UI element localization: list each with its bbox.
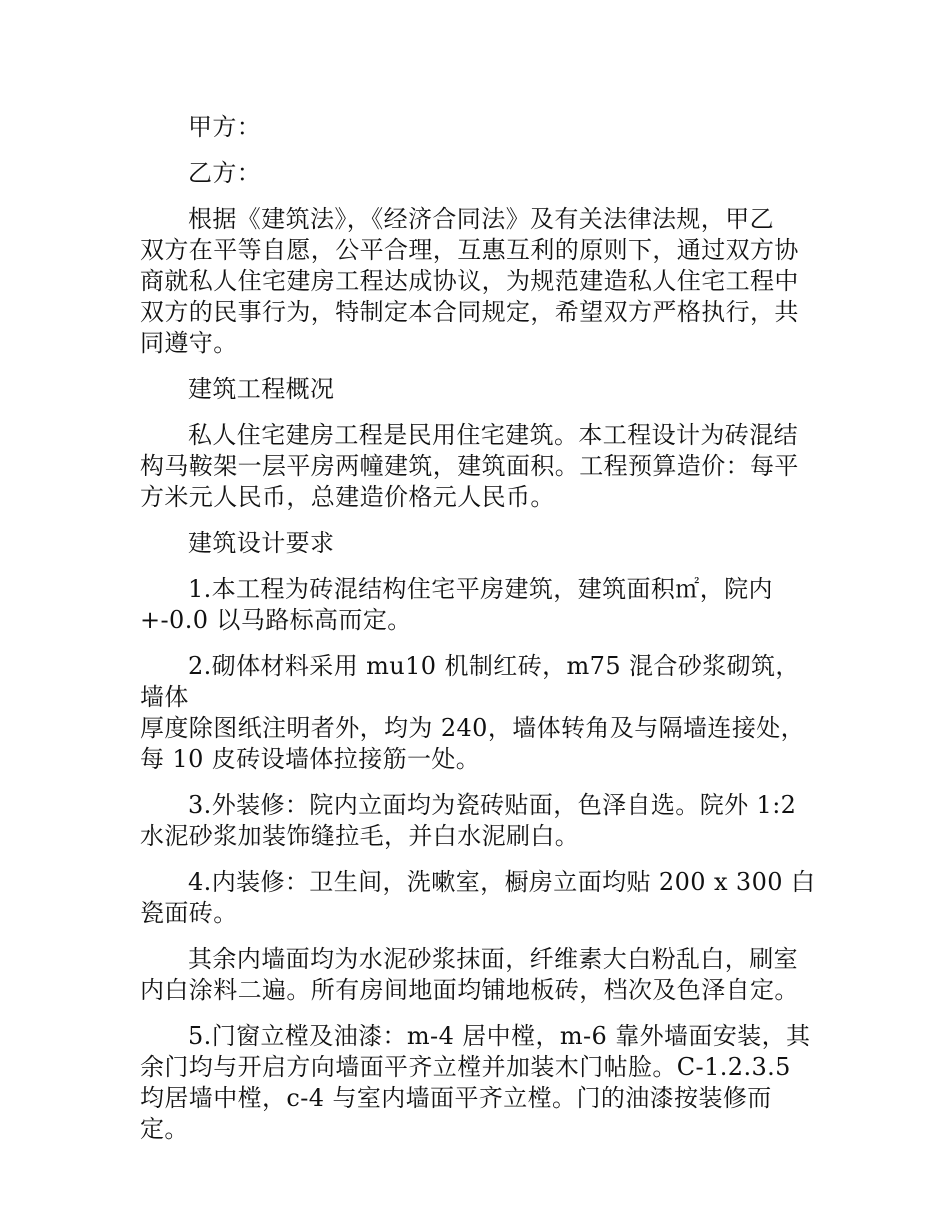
- overview-paragraph: [140, 420, 820, 513]
- design-item-3: [140, 790, 820, 852]
- text-line: 双方在平等自愿，公平合理，互惠互利的原则下，通过双方协: [140, 236, 799, 264]
- text-line: 乙方：: [188, 159, 262, 187]
- text-line: 同遵守。: [140, 329, 238, 357]
- party-a-line: [140, 112, 820, 143]
- text-line: 甲方：: [188, 113, 262, 141]
- text-line: 每 10 皮砖设墙体拉接筋一处。: [140, 745, 481, 773]
- text-line: 水泥砂浆加装饰缝拉毛，并白水泥刷白。: [140, 822, 580, 850]
- section-heading-design: [140, 528, 820, 559]
- text-line: 私人住宅建房工程是民用住宅建筑。本工程设计为砖混结: [188, 421, 798, 449]
- text-line: 根据《建筑法》，《经济合同法》及有关法律法规，甲乙: [188, 205, 774, 233]
- design-item-4-continued: [140, 944, 820, 1006]
- text-line: 方米元人民币，总建造价格元人民币。: [140, 483, 555, 511]
- section-heading-overview: [140, 374, 820, 405]
- heading-text: 建筑设计要求: [188, 529, 335, 557]
- text-line: +-0.0 以马路标高而定。: [140, 606, 412, 634]
- document-body: [140, 112, 820, 1160]
- party-b-line: [140, 158, 820, 189]
- text-line: 5.门窗立樘及油漆：m-4 居中樘，m-6 靠外墙面安装，其: [188, 1022, 811, 1050]
- text-line: 双方的民事行为，特制定本合同规定，希望双方严格执行，共: [140, 298, 799, 326]
- text-line: 3.外装修：院内立面均为瓷砖贴面，色泽自选。院外 1:2: [188, 791, 797, 819]
- text-line: 2.砌体材料采用 mu10 机制红砖，m75 混合砂浆砌筑，墙体: [140, 652, 800, 711]
- text-line: 4.内装修：卫生间，洗嗽室，橱房立面均贴 200 x 300 白: [188, 868, 816, 896]
- text-line: 瓷面砖。: [140, 899, 238, 927]
- design-item-4: [140, 867, 820, 929]
- text-line: 商就私人住宅建房工程达成协议，为规范建造私人住宅工程中: [140, 267, 799, 295]
- text-line: 厚度除图纸注明者外，均为 240，墙体转角及与隔墙连接处，: [140, 714, 806, 742]
- text-line: 其余内墙面均为水泥砂浆抹面，纤维素大白粉乱白，刷室: [188, 945, 798, 973]
- text-line: 内白涂料二遍。所有房间地面均铺地板砖，档次及色泽自定。: [140, 976, 799, 1004]
- text-line: 余门均与开启方向墙面平齐立樘并加装木门帖脸。C-1.2.3.5: [140, 1053, 791, 1081]
- text-line: 1.本工程为砖混结构住宅平房建筑，建筑面积㎡，院内: [188, 575, 773, 603]
- design-item-5: [140, 1021, 820, 1145]
- text-line: 构马鞍架一层平房两幢建筑，建筑面积。工程预算造价：每平: [140, 452, 799, 480]
- design-item-2: [140, 651, 820, 775]
- design-item-1: [140, 574, 820, 636]
- preamble-paragraph: [140, 204, 820, 359]
- text-line: 均居墙中樘，c-4 与室内墙面平齐立樘。门的油漆按装修而定。: [140, 1084, 772, 1143]
- heading-text: 建筑工程概况: [188, 375, 335, 403]
